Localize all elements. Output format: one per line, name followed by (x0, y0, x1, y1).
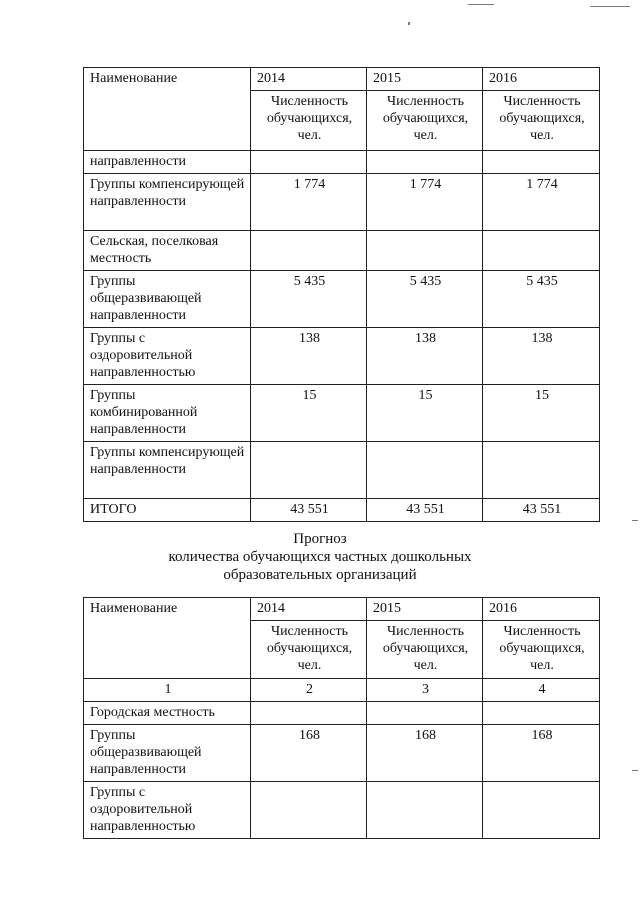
table-row (84, 174, 600, 231)
table-row (84, 271, 600, 328)
cell-2014: 15 (251, 385, 367, 442)
header-name: Наименование (84, 598, 251, 679)
row-name: Группы компенсирующей направленности (84, 442, 251, 499)
cell-2015 (367, 151, 483, 174)
cell-2016 (483, 702, 600, 725)
column-number: 1 (84, 679, 251, 702)
cell-2015 (367, 782, 483, 839)
header-sub-label: Численность обучающихся, чел. (367, 621, 483, 679)
row-name: Группы общеразвивающей направленности (84, 725, 251, 782)
cell-2015: 168 (367, 725, 483, 782)
cell-2014 (251, 151, 367, 174)
header-year-2014: 2014 (251, 68, 367, 91)
cell-2014 (251, 782, 367, 839)
cell-2015: 5 435 (367, 271, 483, 328)
header-year-2016: 2016 (483, 68, 600, 91)
header-sub-label: Численность обучающихся, чел. (483, 91, 600, 151)
cell-2016: 5 435 (483, 271, 600, 328)
cell-2016: 43 551 (483, 499, 600, 522)
cell-2015: 1 774 (367, 174, 483, 231)
scan-mark (632, 770, 638, 771)
cell-2016 (483, 151, 600, 174)
table-row (84, 442, 600, 499)
row-name: Группы с оздоровительной направленностью (84, 328, 251, 385)
header-year-2015: 2015 (367, 598, 483, 621)
header-year-2015: 2015 (367, 68, 483, 91)
cell-2015: 43 551 (367, 499, 483, 522)
row-name: Сельская, поселковая местность (84, 231, 251, 271)
cell-2014: 43 551 (251, 499, 367, 522)
table-2 (83, 597, 600, 839)
table-row-total (84, 499, 600, 522)
cell-2016 (483, 231, 600, 271)
column-number: 2 (251, 679, 367, 702)
cell-2016 (483, 442, 600, 499)
header-name: Наименование (84, 68, 251, 151)
row-name: Группы компенсирующей направленности (84, 174, 251, 231)
section-title-line2: количества обучающихся частных дошкольных (168, 549, 472, 565)
cell-2016: 168 (483, 725, 600, 782)
table-row (84, 385, 600, 442)
cell-2015 (367, 231, 483, 271)
section-title-line1: Прогноз (293, 531, 347, 547)
header-year-2014: 2014 (251, 598, 367, 621)
table-row (84, 725, 600, 782)
section-title-line3: образовательных организаций (223, 567, 417, 583)
table-row (84, 782, 600, 839)
cell-2015: 15 (367, 385, 483, 442)
row-name: Группы с оздоровительной направленностью (84, 782, 251, 839)
cell-2014: 5 435 (251, 271, 367, 328)
cell-2016: 1 774 (483, 174, 600, 231)
row-name: Группы общеразвивающей направленности (84, 271, 251, 328)
column-numbers-row (84, 679, 600, 702)
row-name: ИТОГО (84, 499, 251, 522)
table-row (84, 702, 600, 725)
cell-2016: 138 (483, 328, 600, 385)
row-name: направленности (84, 151, 251, 174)
header-sub-label: Численность обучающихся, чел. (251, 621, 367, 679)
column-number: 3 (367, 679, 483, 702)
header-sub-label: Численность обучающихся, чел. (367, 91, 483, 151)
cell-2014: 138 (251, 328, 367, 385)
table-row (84, 151, 600, 174)
header-sub-label: Численность обучающихся, чел. (251, 91, 367, 151)
cell-2014: 1 774 (251, 174, 367, 231)
scan-mark (468, 4, 494, 5)
header-sub-label: Численность обучающихся, чел. (483, 621, 600, 679)
table-1 (83, 67, 600, 522)
row-name: Городская местность (84, 702, 251, 725)
cell-2015 (367, 702, 483, 725)
cell-2014 (251, 231, 367, 271)
scan-mark (632, 520, 638, 521)
column-number: 4 (483, 679, 600, 702)
cell-2014 (251, 702, 367, 725)
cell-2016 (483, 782, 600, 839)
row-name: Группы комбинированной направленности (84, 385, 251, 442)
section-title (0, 530, 640, 584)
scan-mark (590, 6, 630, 7)
table-row (84, 328, 600, 385)
cell-2014: 168 (251, 725, 367, 782)
cell-2014 (251, 442, 367, 499)
cell-2015: 138 (367, 328, 483, 385)
table-row (84, 231, 600, 271)
scan-mark (408, 22, 410, 25)
header-year-2016: 2016 (483, 598, 600, 621)
cell-2015 (367, 442, 483, 499)
cell-2016: 15 (483, 385, 600, 442)
